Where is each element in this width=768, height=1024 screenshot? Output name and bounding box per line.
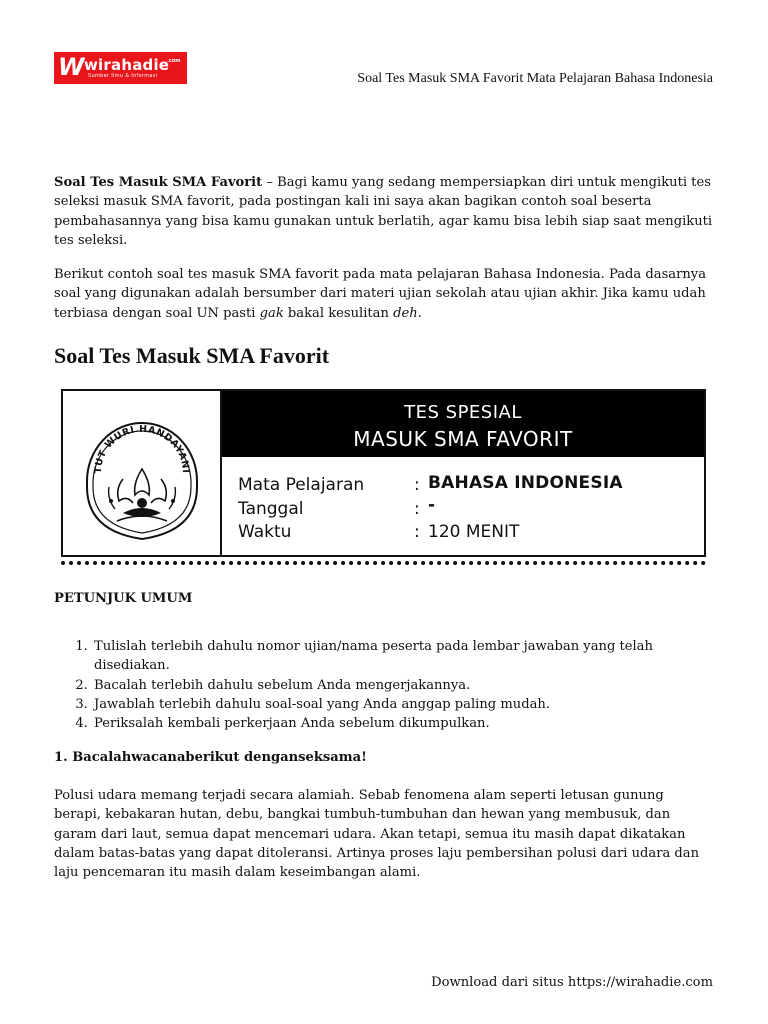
banner-colon-subject: : xyxy=(414,475,420,495)
instructions-heading: PETUNJUK UMUM xyxy=(54,591,193,606)
intro-bold-lead: Soal Tes Masuk SMA Favorit xyxy=(54,175,263,190)
test-banner xyxy=(61,389,706,557)
intro-paragraph-2-a: Berikut contoh soal tes masuk SMA favorit pada mata pelajaran Bahasa Indonesia. Pada dasarnya soal yang digunakan adalah bersumber dari materi ujian sekolah atau ujian akhir. Jika kamu udah terbiasa dengan soal UN pasti xyxy=(54,267,706,321)
banner-label-date: Tanggal xyxy=(238,499,304,519)
instruction-item: 1. Tulislah terlebih dahulu nomor ujian/nama peserta pada lembar jawaban yang telah disediakan. xyxy=(92,637,714,676)
intro-section xyxy=(54,173,714,323)
intro-paragraph-2 xyxy=(54,265,714,323)
banner-colon-time: : xyxy=(414,522,420,542)
instruction-item: 2. Bacalah terlebih dahulu sebelum Anda mengerjakannya. xyxy=(92,676,714,695)
question-1-heading: 1. Bacalahwacanaberikut denganseksama! xyxy=(54,750,367,765)
tut-wuri-handayani-emblem-icon xyxy=(63,391,220,555)
banner-title-line-2: MASUK SMA FAVORIT xyxy=(353,427,573,451)
logo-letter: W xyxy=(58,53,85,81)
intro-italic-gak: gak xyxy=(259,305,284,321)
question-1-passage: Polusi udara memang terjadi secara alamiah. Sebab fenomena alam seperti letusan gunung berapi, kebakaran hutan, debu, bangkai tumbuh-tumbuhan dan hewan yang membusuk, dan garam dari laut, semua dapat mencemari udara. Akan tetapi, semua itu masih dapat dikatakan dalam batas-batas yang dapat ditoleransi. Artinya proses laju pembersihan polusi dari udara dan laju pencemaran itu masih dalam keseimbangan alami. xyxy=(54,788,700,881)
intro-paragraph-1 xyxy=(54,173,714,250)
logo-tagline: Sumber Ilmu & Informasi xyxy=(88,73,158,79)
banner-label-subject: Mata Pelajaran xyxy=(238,475,365,495)
logo-suffix: .com xyxy=(167,58,181,64)
banner-label-time: Waktu xyxy=(238,522,292,542)
intro-paragraph-2-end: . xyxy=(417,305,422,321)
page-footer: Download dari situs https://wirahadie.com xyxy=(431,975,713,990)
emblem-box xyxy=(63,391,222,555)
banner-title-line-1: TES SPESIAL xyxy=(404,402,522,423)
banner-value-subject: BAHASA INDONESIA xyxy=(428,473,623,493)
intro-paragraph-1-text: – Bagi kamu yang sedang mempersiapkan diri untuk mengikuti tes seleksi masuk SMA favorit, pada postingan kali ini saya akan bagikan contoh soal beserta pembahasannya yang bisa kamu gunakan untuk berlatih, agar kamu bisa lebih siap saat mengikuti tes seleksi. xyxy=(54,175,713,248)
logo-name: wirahadie xyxy=(84,56,170,74)
wirahadie-logo xyxy=(54,52,187,84)
page-header-title: Soal Tes Masuk SMA Favorit Mata Pelajaran Bahasa Indonesia xyxy=(357,71,713,86)
banner-header xyxy=(222,391,704,457)
banner-colon-date: : xyxy=(414,499,420,519)
intro-italic-deh: deh xyxy=(393,305,418,321)
instructions-list xyxy=(54,637,714,733)
instruction-item: 3. Jawablah terlebih dahulu soal-soal yang Anda anggap paling mudah. xyxy=(92,695,714,714)
svg-text:TUT WURI HANDAYANI: TUT WURI HANDAYANI xyxy=(92,423,192,474)
intro-paragraph-2-b: bakal kesulitan xyxy=(283,305,394,321)
section-heading: Soal Tes Masuk SMA Favorit xyxy=(54,343,330,368)
banner-value-time: 120 MENIT xyxy=(428,522,520,542)
banner-value-date: - xyxy=(428,495,436,515)
banner-dotted-divider xyxy=(61,561,706,565)
instruction-item: 4. Periksalah kembali perkerjaan Anda sebelum dikumpulkan. xyxy=(92,714,714,733)
